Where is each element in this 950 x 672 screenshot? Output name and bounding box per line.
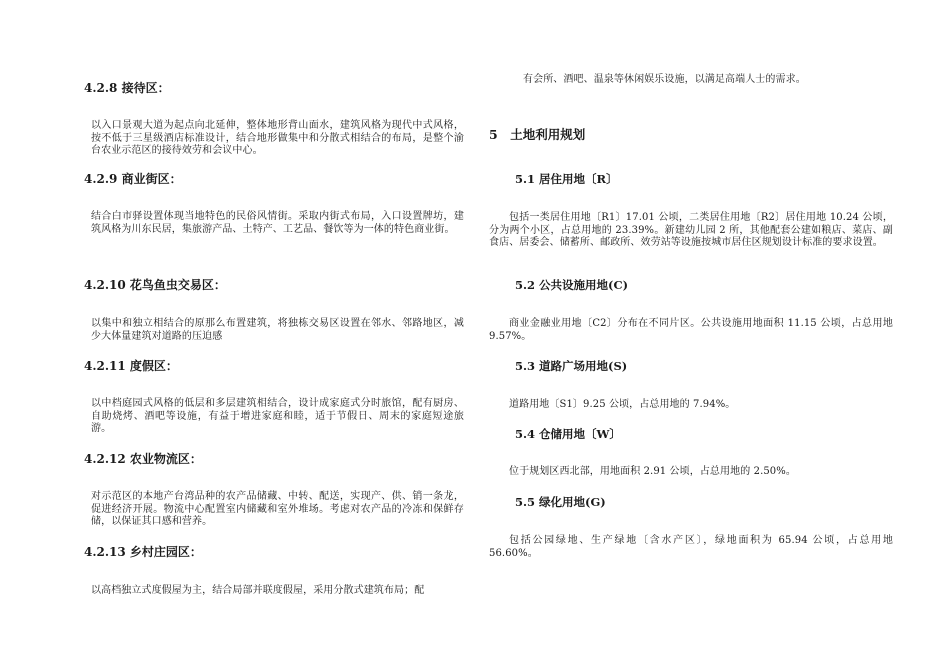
paragraph-4-2-12: 对示范区的本地产台湾品种的农产品储藏、中转、配送，实现产、供、销一条龙，促进经济开展。物流中心配置室内储藏和室外堆场。考虑对农产品的冷冻和保鲜存储，以保证其口感和营养。: [91, 491, 464, 527]
paragraph-4-2-8: 以入口景观大道为起点向北延伸，整体地形背山面水，建筑风格为现代中式风格，按不低于三星级酒店标准设计，结合地形做集中和分散式相结合的布局，是整个渝台农业示范区的接待效劳和会议中心。: [91, 120, 464, 156]
heading-5-2: 5.2 公共设施用地(C): [515, 278, 629, 292]
heading-4-2-10: 4.2.10 花鸟鱼虫交易区：: [84, 278, 226, 292]
heading-4-2-13: 4.2.13 乡村庄园区：: [84, 545, 202, 559]
paragraph-5-1: 包括一类居住用地〔R1〕17.01 公顷，二类居住用地〔R2〕居住用地 10.24 公顷，分为两个小区，占总用地的 23.39%。新建幼儿园 2 所，其他配套公建如粮店、菜店、副食店、居委会、储蓄所、邮政所、效劳站等设施按城市居住区规划设计标准的要求设置。: [489, 212, 893, 248]
heading-5-4: 5.4 仓储用地〔W〕: [515, 427, 621, 441]
heading-5-3: 5.3 道路广场用地(S): [515, 359, 628, 373]
paragraph-5-4: 位于规划区西北部，用地面积 2.91 公顷，占总用地的 2.50%。: [509, 466, 796, 477]
heading-4-2-11: 4.2.11 度假区：: [84, 359, 178, 373]
paragraph-4-2-9: 结合白市驿设置体现当地特色的民俗风情街。采取内街式布局，入口设置牌坊，建筑风格为川东民居，集旅游产品、土特产、工艺品、餐饮等为一体的特色商业街。: [91, 211, 464, 235]
paragraph-4-2-11: 以中档庭园式风格的低层和多层建筑相结合，设计成家庭式分时旅馆，配有厨房、自助烧烤、酒吧等设施，有益于增进家庭和睦，适于节假日、周末的家庭短途旅游。: [91, 398, 464, 434]
paragraph-continuation: 有会所、酒吧、温泉等休闲娱乐设施，以满足高端人士的需求。: [523, 74, 806, 85]
paragraph-4-2-10: 以集中和独立相结合的原那么布置建筑，将独栋交易区设置在邻水、邻路地区，减少大体量建筑对道路的压迫感: [91, 318, 464, 342]
heading-5-1: 5.1 居住用地〔R〕: [515, 172, 618, 186]
heading-4-2-9: 4.2.9 商业街区：: [84, 172, 182, 186]
paragraph-4-2-13: 以高档独立式度假屋为主，结合局部并联度假屋，采用分散式建筑布局；配: [91, 585, 425, 596]
heading-4-2-12: 4.2.12 农业物流区：: [84, 452, 202, 466]
paragraph-5-2: 商业金融业用地〔C2〕分布在不同片区。公共设施用地面积 11.15 公顷，占总用地 9.57%。: [489, 318, 893, 342]
heading-4-2-8: 4.2.8 接待区：: [84, 81, 170, 95]
chapter-5-heading: 5 土地利用规划: [489, 127, 586, 142]
paragraph-5-5: 包括公园绿地、生产绿地〔含水产区〕，绿地面积为 65.94 公顷，占总用地 56.60%。: [489, 535, 893, 559]
paragraph-5-3: 道路用地〔S1〕9.25 公顷，占总用地的 7.94%。: [509, 399, 736, 410]
heading-5-5: 5.5 绿化用地(G): [515, 495, 606, 509]
